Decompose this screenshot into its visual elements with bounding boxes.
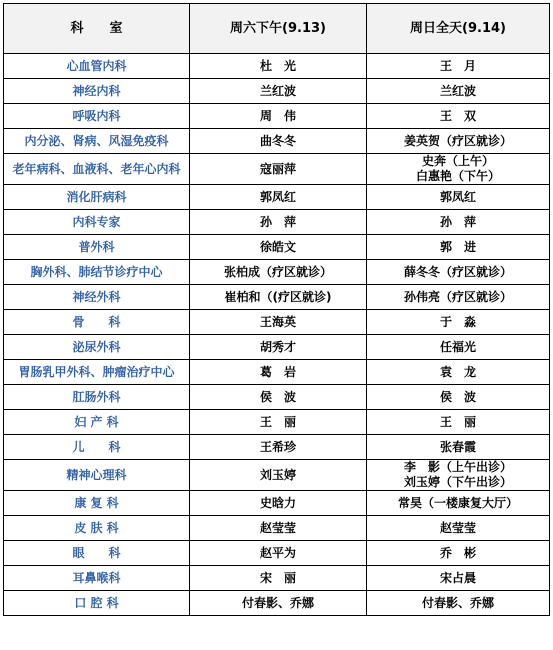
department-cell: 老年病科、血液科、老年心内科 <box>4 154 190 185</box>
saturday-doctor-cell <box>190 385 367 410</box>
doctor-name: 王 丽 <box>259 414 296 429</box>
table-row <box>4 435 550 460</box>
department-cell: 口 腔 科 <box>4 591 190 616</box>
doctor-name: 郭凤红 <box>439 189 476 204</box>
saturday-doctor-cell <box>190 591 367 616</box>
header-saturday: 周六下午(9.13) <box>190 4 367 54</box>
table-row <box>4 385 550 410</box>
doctor-name: 侯 波 <box>259 389 296 404</box>
doctor-name: 胡秀才 <box>259 339 296 354</box>
saturday-doctor-cell <box>190 79 367 104</box>
sunday-doctor-cell <box>367 460 550 491</box>
sunday-doctor-cell <box>367 435 550 460</box>
doctor-name: 于 淼 <box>439 314 476 329</box>
saturday-doctor-cell <box>190 54 367 79</box>
saturday-doctor-cell <box>190 285 367 310</box>
doctor-name: 赵平为 <box>259 545 296 560</box>
department-cell: 泌尿外科 <box>4 335 190 360</box>
doctor-name: 史晗力 <box>259 495 296 510</box>
doctor-name: 周 伟 <box>259 108 296 123</box>
sunday-doctor-cell <box>367 210 550 235</box>
doctor-name: 曲冬冬 <box>259 133 296 148</box>
doctor-name: 李 影（上午出诊） <box>403 460 512 474</box>
doctor-name: 王 月 <box>439 58 476 73</box>
sunday-doctor-cell <box>367 260 550 285</box>
department-cell: 呼吸内科 <box>4 104 190 129</box>
table-row <box>4 129 550 154</box>
saturday-doctor-cell <box>190 516 367 541</box>
doctor-name: 白惠艳（下午） <box>415 169 500 183</box>
department-cell: 胸外科、肺结节诊疗中心 <box>4 260 190 285</box>
department-cell: 胃肠乳甲外科、肿瘤治疗中心 <box>4 360 190 385</box>
doctor-name: 常昊（一楼康复大厅） <box>397 495 518 510</box>
table-row <box>4 541 550 566</box>
doctor-name: 乔 彬 <box>439 545 476 560</box>
department-cell: 眼 科 <box>4 541 190 566</box>
saturday-doctor-cell <box>190 235 367 260</box>
table-row <box>4 54 550 79</box>
department-cell: 骨 科 <box>4 310 190 335</box>
department-cell: 内分泌、肾病、风湿免疫科 <box>4 129 190 154</box>
doctor-name: 侯 波 <box>439 389 476 404</box>
sunday-doctor-cell <box>367 385 550 410</box>
doctor-name: 崔柏和（(疗区就诊) <box>224 289 332 304</box>
table-row <box>4 460 550 491</box>
saturday-doctor-cell <box>190 491 367 516</box>
sunday-doctor-cell <box>367 360 550 385</box>
doctor-name: 姜英贺（疗区就诊） <box>403 133 512 148</box>
doctor-name: 张春霞 <box>439 439 476 454</box>
sunday-doctor-cell <box>367 79 550 104</box>
doctor-name: 刘玉婷 <box>259 467 296 482</box>
table-row <box>4 235 550 260</box>
table-row <box>4 491 550 516</box>
header-sunday: 周日全天(9.14) <box>367 4 550 54</box>
sunday-doctor-cell <box>367 591 550 616</box>
sunday-doctor-cell <box>367 541 550 566</box>
doctor-name: 刘玉婷（下午出诊） <box>403 475 512 489</box>
saturday-doctor-cell <box>190 541 367 566</box>
department-cell: 皮 肤 科 <box>4 516 190 541</box>
table-row <box>4 210 550 235</box>
doctor-name: 杜 光 <box>259 58 296 73</box>
department-cell: 精神心理科 <box>4 460 190 491</box>
saturday-doctor-cell <box>190 260 367 285</box>
doctor-name: 付春影、乔娜 <box>421 595 494 610</box>
table-row <box>4 285 550 310</box>
department-cell: 神经内科 <box>4 79 190 104</box>
saturday-doctor-cell <box>190 154 367 185</box>
doctor-name: 赵莹莹 <box>439 520 476 535</box>
doctor-name: 张柏成（疗区就诊） <box>223 264 332 279</box>
doctor-name: 付春影、乔娜 <box>241 595 314 610</box>
saturday-doctor-cell <box>190 185 367 210</box>
sunday-doctor-cell <box>367 185 550 210</box>
saturday-doctor-cell <box>190 104 367 129</box>
doctor-name: 徐皓文 <box>259 239 296 254</box>
table-row <box>4 260 550 285</box>
table-header <box>4 4 550 54</box>
sunday-doctor-cell <box>367 54 550 79</box>
department-cell: 肛肠外科 <box>4 385 190 410</box>
doctor-name: 薛冬冬（疗区就诊） <box>403 264 512 279</box>
table-body <box>4 54 550 616</box>
table-row <box>4 154 550 185</box>
doctor-name: 寇丽萍 <box>259 161 296 176</box>
sunday-doctor-cell <box>367 104 550 129</box>
doctor-name: 郭 进 <box>439 239 476 254</box>
sunday-doctor-cell <box>367 335 550 360</box>
doctor-name: 袁 龙 <box>439 364 476 379</box>
doctor-name: 史奔（上午） <box>421 154 494 168</box>
table-row <box>4 516 550 541</box>
duty-schedule-table <box>3 3 550 616</box>
doctor-name: 王 双 <box>439 108 476 123</box>
header-row <box>4 4 550 54</box>
doctor-name: 宋占晨 <box>439 570 476 585</box>
department-cell: 耳鼻喉科 <box>4 566 190 591</box>
sunday-doctor-cell <box>367 235 550 260</box>
saturday-doctor-cell <box>190 435 367 460</box>
doctor-name: 孙 萍 <box>439 214 476 229</box>
department-cell: 妇 产 科 <box>4 410 190 435</box>
table-row <box>4 335 550 360</box>
sunday-doctor-cell <box>367 310 550 335</box>
table-row <box>4 591 550 616</box>
saturday-doctor-cell <box>190 129 367 154</box>
department-cell: 普外科 <box>4 235 190 260</box>
table-row <box>4 79 550 104</box>
doctor-name: 王希珍 <box>259 439 296 454</box>
doctor-name: 赵莹莹 <box>259 520 296 535</box>
sunday-doctor-cell <box>367 285 550 310</box>
table-row <box>4 185 550 210</box>
saturday-doctor-cell <box>190 210 367 235</box>
table-row <box>4 360 550 385</box>
saturday-doctor-cell <box>190 310 367 335</box>
department-cell: 消化肝病科 <box>4 185 190 210</box>
department-cell: 神经外科 <box>4 285 190 310</box>
sunday-doctor-cell <box>367 516 550 541</box>
department-cell: 康 复 科 <box>4 491 190 516</box>
sunday-doctor-cell <box>367 154 550 185</box>
saturday-doctor-cell <box>190 335 367 360</box>
department-cell: 儿 科 <box>4 435 190 460</box>
doctor-name: 孙伟亮（疗区就诊） <box>403 289 512 304</box>
saturday-doctor-cell <box>190 460 367 491</box>
doctor-name: 兰红波 <box>439 83 476 98</box>
doctor-name: 任福光 <box>439 339 476 354</box>
doctor-name: 宋 丽 <box>259 570 296 585</box>
table-row <box>4 104 550 129</box>
doctor-name: 孙 萍 <box>259 214 296 229</box>
sunday-doctor-cell <box>367 491 550 516</box>
saturday-doctor-cell <box>190 410 367 435</box>
table-row <box>4 310 550 335</box>
doctor-name: 郭凤红 <box>259 189 296 204</box>
table-row <box>4 410 550 435</box>
sunday-doctor-cell <box>367 129 550 154</box>
doctor-name: 王 丽 <box>439 414 476 429</box>
saturday-doctor-cell <box>190 360 367 385</box>
doctor-name: 王海英 <box>259 314 296 329</box>
doctor-name: 葛 岩 <box>259 364 296 379</box>
saturday-doctor-cell <box>190 566 367 591</box>
doctor-name: 兰红波 <box>259 83 296 98</box>
header-department: 科 室 <box>4 4 190 54</box>
department-cell: 心血管内科 <box>4 54 190 79</box>
sunday-doctor-cell <box>367 410 550 435</box>
sunday-doctor-cell <box>367 566 550 591</box>
table-row <box>4 566 550 591</box>
department-cell: 内科专家 <box>4 210 190 235</box>
